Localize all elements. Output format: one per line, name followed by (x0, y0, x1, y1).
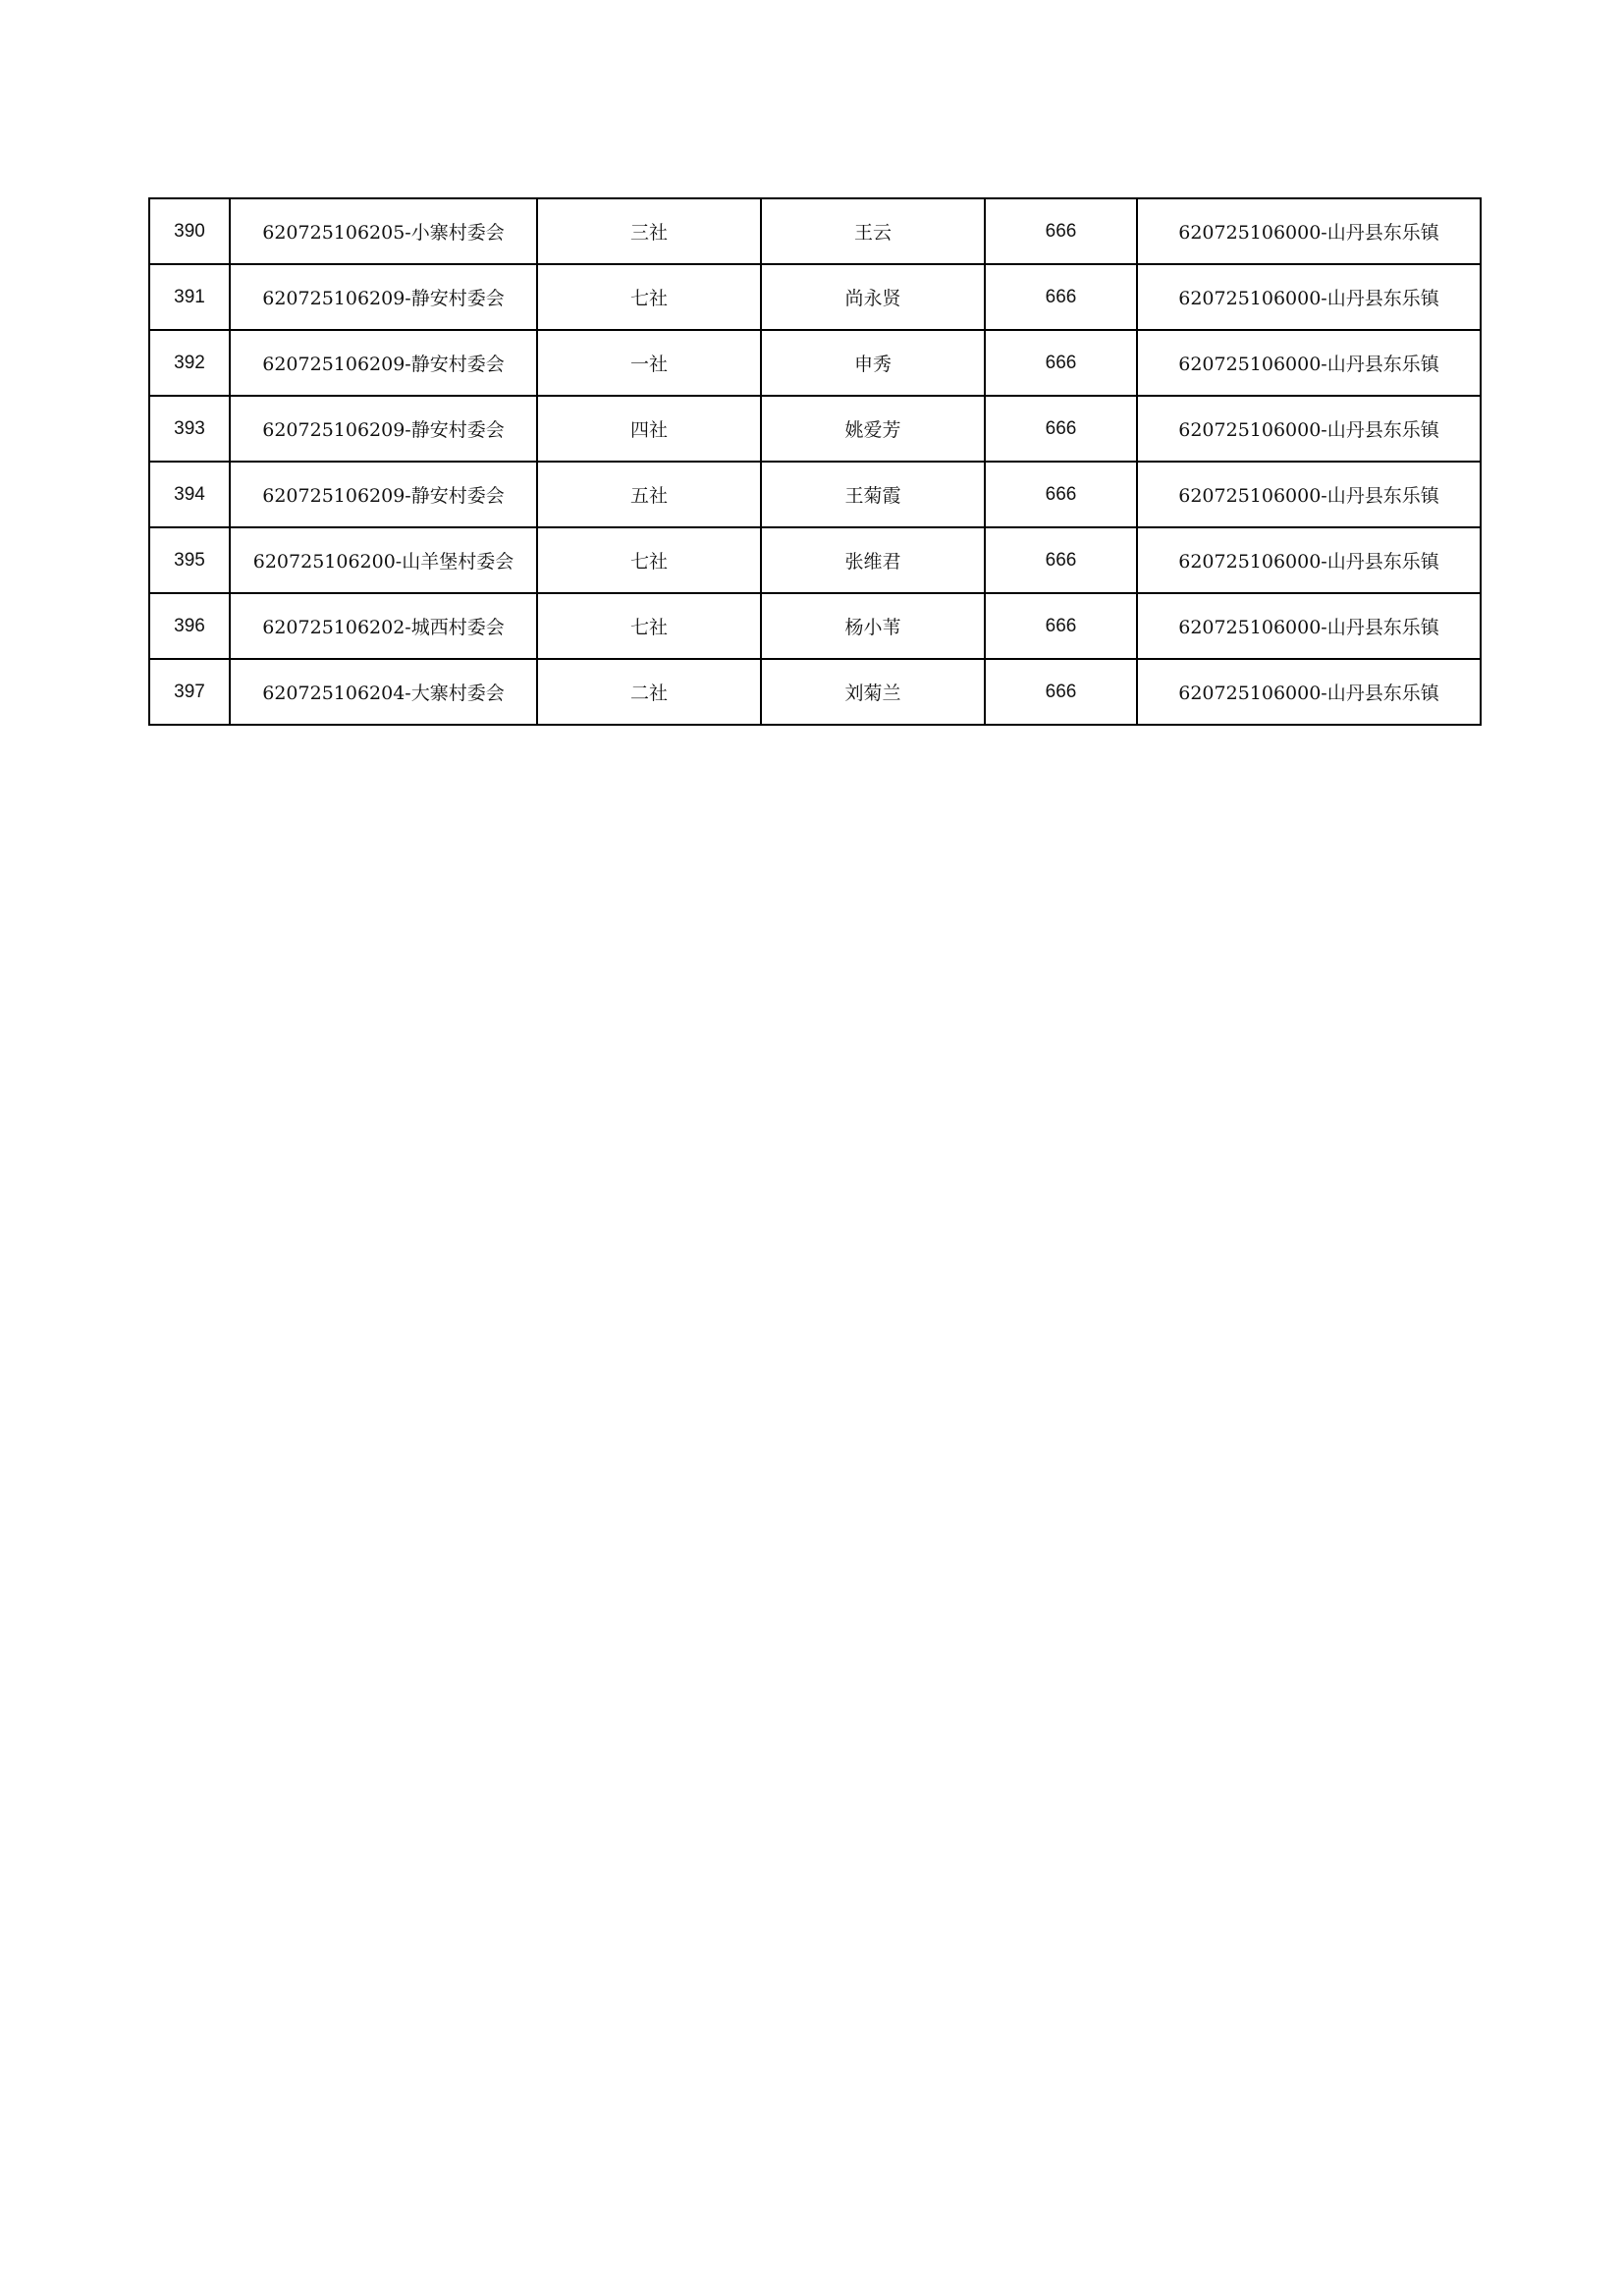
cell-group: 七社 (537, 264, 761, 330)
cell-number: 392 (149, 330, 230, 396)
cell-group: 一社 (537, 330, 761, 396)
data-table (148, 197, 1482, 726)
cell-number: 391 (149, 264, 230, 330)
cell-township: 620725106000-山丹县东乐镇 (1137, 593, 1481, 659)
cell-amount: 666 (985, 527, 1137, 593)
cell-amount: 666 (985, 462, 1137, 527)
cell-amount: 666 (985, 593, 1137, 659)
table-row (149, 330, 1481, 396)
table-body (149, 198, 1481, 725)
cell-township: 620725106000-山丹县东乐镇 (1137, 264, 1481, 330)
cell-amount: 666 (985, 330, 1137, 396)
cell-village-committee: 620725106209-静安村委会 (230, 462, 537, 527)
table-row (149, 659, 1481, 725)
cell-amount: 666 (985, 264, 1137, 330)
cell-group: 四社 (537, 396, 761, 462)
cell-group: 二社 (537, 659, 761, 725)
cell-amount: 666 (985, 659, 1137, 725)
cell-group: 五社 (537, 462, 761, 527)
table-row (149, 527, 1481, 593)
cell-person-name: 张维君 (761, 527, 985, 593)
cell-number: 390 (149, 198, 230, 264)
cell-number: 393 (149, 396, 230, 462)
table-row (149, 264, 1481, 330)
cell-township: 620725106000-山丹县东乐镇 (1137, 396, 1481, 462)
cell-village-committee: 620725106209-静安村委会 (230, 330, 537, 396)
table-row (149, 198, 1481, 264)
table-row (149, 593, 1481, 659)
cell-township: 620725106000-山丹县东乐镇 (1137, 198, 1481, 264)
cell-village-committee: 620725106200-山羊堡村委会 (230, 527, 537, 593)
cell-village-committee: 620725106205-小寨村委会 (230, 198, 537, 264)
cell-township: 620725106000-山丹县东乐镇 (1137, 659, 1481, 725)
cell-person-name: 杨小苇 (761, 593, 985, 659)
cell-person-name: 王菊霞 (761, 462, 985, 527)
cell-township: 620725106000-山丹县东乐镇 (1137, 462, 1481, 527)
cell-group: 七社 (537, 527, 761, 593)
cell-group: 三社 (537, 198, 761, 264)
cell-person-name: 申秀 (761, 330, 985, 396)
cell-person-name: 尚永贤 (761, 264, 985, 330)
cell-amount: 666 (985, 396, 1137, 462)
cell-number: 394 (149, 462, 230, 527)
cell-person-name: 刘菊兰 (761, 659, 985, 725)
cell-village-committee: 620725106202-城西村委会 (230, 593, 537, 659)
cell-township: 620725106000-山丹县东乐镇 (1137, 527, 1481, 593)
cell-village-committee: 620725106209-静安村委会 (230, 396, 537, 462)
cell-person-name: 王云 (761, 198, 985, 264)
cell-number: 395 (149, 527, 230, 593)
cell-village-committee: 620725106209-静安村委会 (230, 264, 537, 330)
cell-group: 七社 (537, 593, 761, 659)
cell-number: 396 (149, 593, 230, 659)
cell-number: 397 (149, 659, 230, 725)
cell-village-committee: 620725106204-大寨村委会 (230, 659, 537, 725)
table-row (149, 396, 1481, 462)
cell-township: 620725106000-山丹县东乐镇 (1137, 330, 1481, 396)
cell-amount: 666 (985, 198, 1137, 264)
cell-person-name: 姚爱芳 (761, 396, 985, 462)
table-row (149, 462, 1481, 527)
